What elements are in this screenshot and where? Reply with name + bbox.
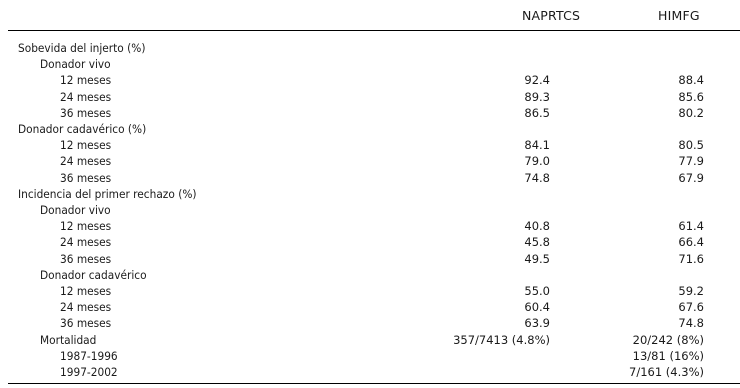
table-row (0, 234, 740, 250)
table-row (0, 72, 740, 88)
table-row (0, 348, 740, 364)
row-label: 1987-1996 (60, 348, 118, 363)
himfg-value: 80.5 (678, 138, 704, 153)
row-label: 36 meses (60, 316, 112, 331)
table-row (0, 332, 740, 348)
himfg-value: 13/81 (16%) (632, 348, 704, 363)
table-row (0, 105, 740, 121)
table-row (0, 299, 740, 315)
row-label: 1997-2002 (60, 365, 118, 379)
table-row (0, 170, 740, 186)
row-label: 12 meses (60, 138, 112, 153)
naprtcs-value: 60.4 (524, 300, 550, 315)
header-naprtcs: NAPRTCS (522, 8, 581, 23)
himfg-value: 88.4 (678, 73, 704, 88)
naprtcs-value: 79.0 (524, 154, 550, 169)
bottom-rule (8, 383, 740, 384)
himfg-value: 77.9 (678, 154, 704, 169)
himfg-value: 66.4 (678, 235, 704, 250)
row-label: 24 meses (60, 89, 112, 104)
header-rule (8, 30, 740, 31)
row-label: Donador cadavérico (40, 267, 147, 282)
table-row (0, 186, 740, 202)
row-label: 36 meses (60, 170, 112, 185)
naprtcs-value: 86.5 (524, 105, 550, 120)
himfg-value: 74.8 (678, 316, 704, 331)
row-label: Donador vivo (40, 57, 111, 72)
row-label: Mortalidad (40, 332, 97, 347)
table-row (0, 267, 740, 283)
row-label: 12 meses (60, 219, 112, 234)
himfg-value: 67.9 (678, 170, 704, 185)
himfg-value: 71.6 (678, 251, 704, 266)
row-label: 36 meses (60, 251, 112, 266)
naprtcs-value: 357/7413 (4.8%) (453, 332, 550, 347)
row-label: Donador vivo (40, 203, 111, 217)
table-row (0, 121, 740, 137)
row-label: Incidencia del primer rechazo (%) (18, 186, 197, 201)
table-row (0, 137, 740, 153)
table-row (0, 202, 740, 218)
table-row (0, 153, 740, 169)
naprtcs-value: 89.3 (524, 89, 550, 104)
naprtcs-value: 63.9 (524, 316, 550, 331)
row-label: 24 meses (60, 154, 112, 169)
row-label: 12 meses (60, 284, 112, 298)
row-label: 12 meses (60, 73, 112, 88)
naprtcs-value: 74.8 (524, 170, 550, 185)
row-label: Donador cadavérico (%) (18, 122, 147, 136)
table-row (0, 40, 740, 56)
naprtcs-value: 49.5 (524, 251, 550, 266)
naprtcs-value: 84.1 (524, 138, 550, 153)
himfg-value: 61.4 (678, 219, 704, 234)
himfg-value: 85.6 (678, 89, 704, 104)
naprtcs-value: 55.0 (524, 284, 550, 298)
himfg-value: 59.2 (678, 284, 704, 298)
table-row (0, 283, 740, 299)
himfg-value: 80.2 (678, 105, 704, 120)
himfg-value: 7/161 (4.3%) (629, 365, 704, 379)
row-label: 24 meses (60, 235, 112, 250)
table-row (0, 315, 740, 331)
naprtcs-value: 40.8 (524, 219, 550, 234)
table-row (0, 56, 740, 72)
table-row (0, 89, 740, 105)
table-row (0, 364, 740, 380)
row-label: Sobevida del injerto (%) (18, 41, 146, 55)
himfg-value: 20/242 (8%) (632, 332, 704, 347)
table-row (0, 251, 740, 267)
row-label: 24 meses (60, 300, 112, 315)
himfg-value: 67.6 (678, 300, 704, 315)
header-himfg: HIMFG (658, 8, 700, 23)
naprtcs-value: 45.8 (524, 235, 550, 250)
row-label: 36 meses (60, 105, 112, 120)
naprtcs-value: 92.4 (524, 73, 550, 88)
table-row (0, 218, 740, 234)
